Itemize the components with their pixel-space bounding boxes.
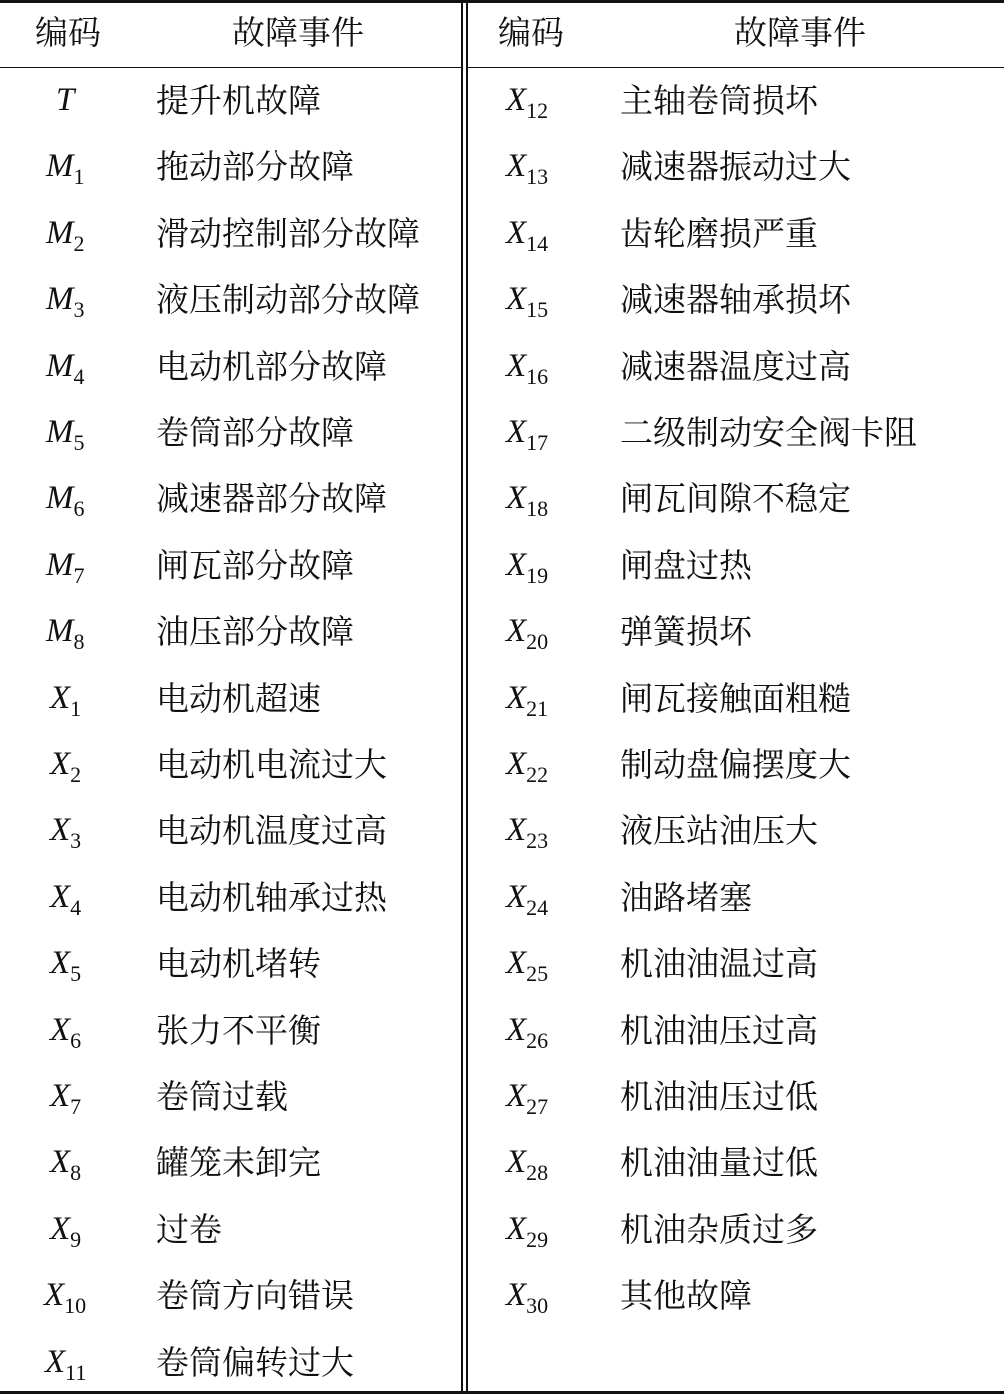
code-letter: M xyxy=(46,613,74,649)
code-cell xyxy=(46,414,85,455)
code-cell xyxy=(506,82,549,123)
event-cell: 机油油量过低 xyxy=(620,1143,818,1182)
event-cell: 拖动部分故障 xyxy=(156,147,354,186)
code-cell xyxy=(44,1277,87,1318)
code-letter: X xyxy=(506,215,527,251)
code-letter: X xyxy=(506,680,527,716)
code-subscript: 10 xyxy=(64,1293,87,1318)
code-cell xyxy=(506,480,549,521)
event-cell: 卷筒部分故障 xyxy=(156,413,354,452)
event-cell: 过卷 xyxy=(156,1210,222,1249)
column-divider-line-2 xyxy=(466,0,468,1394)
code-subscript: 20 xyxy=(526,629,549,654)
code-cell xyxy=(46,547,85,588)
code-cell xyxy=(506,945,549,986)
code-subscript: 13 xyxy=(526,164,549,189)
event-cell: 减速器温度过高 xyxy=(620,347,851,386)
event-cell: 制动盘偏摆度大 xyxy=(620,745,851,784)
code-cell xyxy=(50,680,82,721)
code-letter: X xyxy=(506,1012,527,1048)
event-cell: 二级制动安全阀卡阻 xyxy=(620,413,917,452)
code-letter: X xyxy=(506,1277,527,1313)
code-cell xyxy=(50,1211,82,1252)
code-subscript: 1 xyxy=(73,164,85,189)
column-divider-line-1 xyxy=(461,0,463,1394)
code-cell xyxy=(50,879,82,920)
code-cell xyxy=(506,414,549,455)
code-subscript: 29 xyxy=(526,1227,549,1252)
code-cell xyxy=(50,1012,82,1053)
code-cell xyxy=(50,746,82,787)
event-cell: 电动机轴承过热 xyxy=(156,878,387,917)
event-cell: 提升机故障 xyxy=(156,81,321,120)
code-letter: X xyxy=(50,945,71,981)
code-letter: X xyxy=(506,148,527,184)
code-subscript: 7 xyxy=(73,563,85,588)
code-cell xyxy=(506,680,549,721)
code-letter: X xyxy=(506,746,527,782)
code-subscript: 17 xyxy=(526,430,549,455)
code-cell xyxy=(506,547,549,588)
event-cell: 减速器轴承损坏 xyxy=(620,280,851,319)
code-subscript: 24 xyxy=(526,895,549,920)
code-subscript: 2 xyxy=(73,231,85,256)
code-subscript: 12 xyxy=(526,98,549,123)
event-cell: 减速器部分故障 xyxy=(156,479,387,518)
code-letter: X xyxy=(45,1344,66,1380)
code-cell xyxy=(50,812,82,853)
event-cell: 减速器振动过大 xyxy=(620,147,851,186)
event-cell: 机油油压过高 xyxy=(620,1011,818,1050)
code-subscript: 8 xyxy=(70,1160,82,1185)
code-letter: X xyxy=(506,348,527,384)
code-subscript: 23 xyxy=(526,828,549,853)
event-cell: 闸瓦接触面粗糙 xyxy=(620,679,851,718)
code-cell xyxy=(46,348,85,389)
code-letter: X xyxy=(506,281,527,317)
code-letter: M xyxy=(46,148,74,184)
code-letter: X xyxy=(50,812,71,848)
top-rule xyxy=(0,0,1004,3)
code-letter: M xyxy=(46,480,74,516)
header-rule-right xyxy=(468,67,1004,68)
code-letter: X xyxy=(50,680,71,716)
code-subscript: 19 xyxy=(526,563,549,588)
code-cell xyxy=(506,348,549,389)
code-subscript: 5 xyxy=(70,961,82,986)
code-subscript: 26 xyxy=(526,1028,549,1053)
code-cell xyxy=(50,1078,82,1119)
event-cell: 机油油压过低 xyxy=(620,1077,818,1116)
code-letter: X xyxy=(50,879,71,915)
code-letter: M xyxy=(46,215,74,251)
code-letter: M xyxy=(46,414,74,450)
code-cell xyxy=(506,148,549,189)
code-letter: M xyxy=(46,281,74,317)
code-subscript: 22 xyxy=(526,762,549,787)
code-letter: X xyxy=(506,812,527,848)
code-letter: X xyxy=(506,879,527,915)
event-cell: 电动机电流过大 xyxy=(156,745,387,784)
event-cell: 卷筒方向错误 xyxy=(156,1276,354,1315)
code-letter: X xyxy=(50,1012,71,1048)
event-cell: 卷筒偏转过大 xyxy=(156,1343,354,1382)
event-cell: 液压制动部分故障 xyxy=(156,280,420,319)
event-cell: 电动机超速 xyxy=(156,679,321,718)
code-cell xyxy=(46,148,85,189)
code-subscript: 28 xyxy=(526,1160,549,1185)
code-letter: X xyxy=(506,1211,527,1247)
code-cell xyxy=(506,1078,549,1119)
code-subscript: 7 xyxy=(70,1094,82,1119)
header-code-right: 编码 xyxy=(498,13,564,52)
event-cell: 主轴卷筒损坏 xyxy=(620,81,818,120)
code-letter: M xyxy=(46,547,74,583)
header-event-right: 故障事件 xyxy=(734,13,866,52)
code-letter: M xyxy=(46,348,74,384)
event-cell: 机油杂质过多 xyxy=(620,1210,818,1249)
code-subscript: 11 xyxy=(65,1360,87,1385)
event-cell: 弹簧损坏 xyxy=(620,612,752,651)
code-letter: X xyxy=(506,547,527,583)
code-subscript: 27 xyxy=(526,1094,549,1119)
code-subscript: 9 xyxy=(70,1227,82,1252)
code-subscript: 15 xyxy=(526,297,549,322)
code-cell xyxy=(506,613,549,654)
code-cell xyxy=(506,746,549,787)
code-cell xyxy=(506,812,549,853)
code-letter: X xyxy=(506,480,527,516)
code-subscript: 3 xyxy=(70,828,82,853)
code-cell xyxy=(506,1211,549,1252)
code-letter: X xyxy=(506,1144,527,1180)
code-cell xyxy=(506,1144,549,1185)
code-subscript: 4 xyxy=(70,895,82,920)
event-cell: 液压站油压大 xyxy=(620,811,818,850)
code-cell xyxy=(46,613,85,654)
code-subscript: 25 xyxy=(526,961,549,986)
code-letter: X xyxy=(50,746,71,782)
code-cell xyxy=(506,1277,549,1318)
event-cell: 闸盘过热 xyxy=(620,546,752,585)
code-subscript: 30 xyxy=(526,1293,549,1318)
code-subscript: 1 xyxy=(70,696,82,721)
event-cell: 电动机部分故障 xyxy=(156,347,387,386)
code-letter: X xyxy=(506,414,527,450)
code-letter: X xyxy=(50,1078,71,1114)
code-letter: X xyxy=(506,82,527,118)
code-subscript: 5 xyxy=(73,430,85,455)
code-subscript: 18 xyxy=(526,496,549,521)
event-cell: 罐笼未卸完 xyxy=(156,1143,321,1182)
event-cell: 电动机堵转 xyxy=(156,944,321,983)
code-subscript: 3 xyxy=(73,297,85,322)
bottom-rule xyxy=(0,1391,1004,1394)
event-cell: 闸瓦部分故障 xyxy=(156,546,354,585)
event-cell: 油路堵塞 xyxy=(620,878,752,917)
code-subscript: 6 xyxy=(73,496,85,521)
event-cell: 闸瓦间隙不稳定 xyxy=(620,479,851,518)
code-cell xyxy=(45,1344,87,1385)
code-letter: X xyxy=(50,1144,71,1180)
code-cell xyxy=(506,1012,549,1053)
code-subscript: 21 xyxy=(526,696,549,721)
code-letter: X xyxy=(506,945,527,981)
event-cell: 其他故障 xyxy=(620,1276,752,1315)
event-cell: 齿轮磨损严重 xyxy=(620,214,818,253)
event-cell: 油压部分故障 xyxy=(156,612,354,651)
event-cell: 电动机温度过高 xyxy=(156,811,387,850)
code-letter: X xyxy=(44,1277,65,1313)
code-subscript: 16 xyxy=(526,364,549,389)
code-cell xyxy=(46,215,85,256)
event-cell: 张力不平衡 xyxy=(156,1011,321,1050)
code-cell xyxy=(506,281,549,322)
code-cell xyxy=(50,945,82,986)
code-cell xyxy=(50,1144,82,1185)
code-subscript: 6 xyxy=(70,1028,82,1053)
code-subscript: 14 xyxy=(526,231,549,256)
header-rule-left xyxy=(0,67,462,68)
code-subscript: 2 xyxy=(70,762,82,787)
event-cell: 卷筒过载 xyxy=(156,1077,288,1116)
code-letter: X xyxy=(50,1211,71,1247)
code-subscript: 8 xyxy=(73,629,85,654)
code-subscript: 4 xyxy=(73,364,85,389)
code-letter: X xyxy=(506,613,527,649)
code-letter: T xyxy=(56,82,75,118)
event-cell: 机油油温过高 xyxy=(620,944,818,983)
code-cell xyxy=(46,480,85,521)
header-code-left: 编码 xyxy=(35,13,101,52)
header-event-left: 故障事件 xyxy=(232,13,364,52)
code-cell xyxy=(56,84,74,117)
code-cell xyxy=(506,215,549,256)
code-cell xyxy=(506,879,549,920)
code-letter: X xyxy=(506,1078,527,1114)
event-cell: 滑动控制部分故障 xyxy=(156,214,420,253)
code-cell xyxy=(46,281,85,322)
